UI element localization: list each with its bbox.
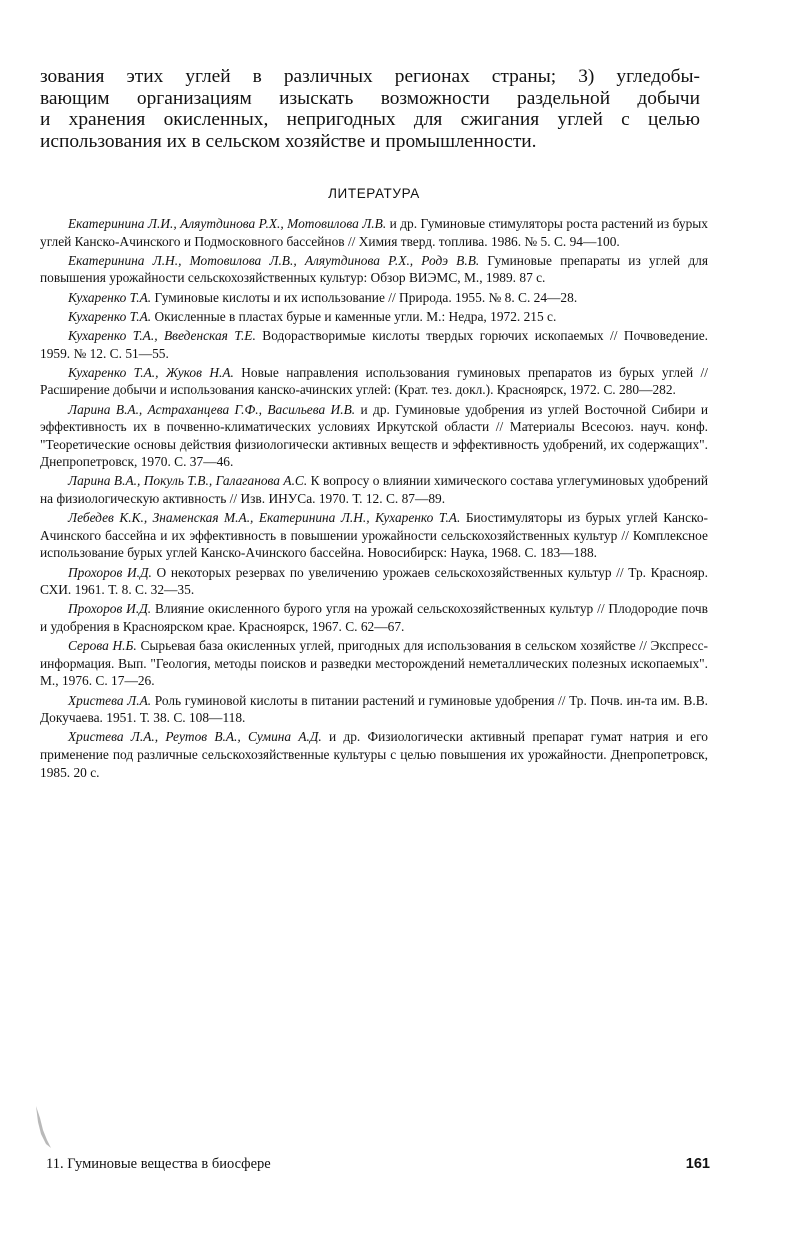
reference-entry — [40, 472, 708, 507]
reference-authors: Христева Л.А. — [68, 692, 152, 708]
reference-entry — [40, 289, 708, 307]
reference-text: О некоторых резервах по увеличению урожаев сельскохозяйственных культур // Тр. Краснояр. СХИ. 1961. Т. 8. С. 32—35. — [40, 564, 708, 598]
reference-text: Сырьевая база окисленных углей, пригодных для использования в сельском хозяйстве // Экспресс-информация. Вып. "Геология, методы поисков и разведки месторождений неметаллических полезных ископаемых". М., 1976. С. 17—26. — [40, 638, 708, 689]
intro-line: вающим организациям изыскать возможности раздельной добычи — [40, 87, 700, 109]
reference-authors: Кухаренко Т.А. — [68, 289, 152, 305]
reference-entry — [40, 327, 708, 362]
reference-authors: Ларина В.А., Покуль Т.В., Галаганова А.С. — [68, 473, 308, 489]
reference-authors: Екатеринина Л.Н., Мотовилова Л.В., Аляутдинова Р.Х., Родэ В.В. — [68, 252, 480, 268]
reference-entry — [40, 252, 708, 287]
reference-text: Гуминовые препараты из углей для повышения урожайности сельскохозяйственных культур: Обзор ВИЭМС, М., 1989. 87 с. — [40, 252, 708, 286]
reference-entry — [40, 728, 708, 781]
reference-authors: Прохоров И.Д. — [68, 601, 152, 617]
intro-paragraph — [40, 66, 700, 152]
reference-entry — [40, 509, 708, 562]
reference-text: Биостимуляторы из бурых углей Канско-Ачинского бассейна и их эффективность в повышении урожайности сельскохозяйственных культур // Комплексное использование бурых углей Канско-Ачинского бассейна. Новосибирск: Наука, 1968. С. 183—188. — [40, 510, 708, 561]
intro-line: зования этих углей в различных регионах страны; 3) угледобы- — [40, 66, 700, 87]
reference-entry — [40, 364, 708, 399]
references-list — [40, 215, 708, 783]
reference-text: Окисленные в пластах бурые и каменные угли. М.: Недра, 1972. 215 с. — [151, 308, 557, 324]
intro-line: использования их в сельском хозяйстве и промышленности. — [40, 130, 537, 152]
reference-authors: Серова Н.Б. — [68, 638, 137, 654]
reference-authors: Прохоров И.Д. — [68, 564, 152, 580]
reference-text: и др. Гуминовые стимуляторы роста растений из бурых углей Канско-Ачинского и Подмосковного бассейнов // Химия тверд. топлива. 1986. № 5. С. 94—100. — [40, 216, 708, 249]
reference-authors: Кухаренко Т.А., Введенская Т.Е. — [68, 327, 256, 343]
reference-authors: Кухаренко Т.А. — [68, 308, 152, 324]
reference-entry — [40, 308, 708, 326]
reference-text: Новые направления использования гуминовых препаратов из бурых углей // Расширение добычи и использования канско-ачинских углей: (Крат. тез. докл.). Красноярск, 1972. С. 280—282. — [40, 364, 708, 398]
reference-text: и др. Физиологически активный препарат гумат натрия и его применение под различные сельскохозяйственные культуры с целью повышения их урожайности. Днепропетровск, 1985. 20 с. — [40, 729, 708, 780]
reference-authors: Екатеринина Л.И., Аляутдинова Р.Х., Мотовилова Л.В. — [68, 216, 387, 231]
reference-text: Водорастворимые кислоты твердых горючих ископаемых // Почвоведение. 1959. № 12. С. 51—55. — [40, 327, 709, 361]
reference-entry — [40, 401, 708, 471]
reference-text: Влияние окисленного бурого угля на урожай сельскохозяйственных культур // Плодородие почв и удобрения в Красноярском крае. Красноярск, 1967. С. 62—67. — [40, 601, 708, 634]
intro-line: и хранения окисленных, непригодных для сжигания углей с целью — [40, 109, 700, 130]
reference-text: К вопросу о влиянии химического состава углегуминовых удобрений на физиологическую активность // Изв. ИНУСа. 1970. Т. 12. С. 87—89. — [40, 473, 708, 507]
reference-authors: Кухаренко Т.А., Жуков Н.А. — [68, 364, 234, 380]
reference-authors: Христева Л.А., Реутов В.А., Сумина А.Д. — [68, 729, 322, 745]
reference-authors: Лебедев К.К., Знаменская М.А., Екатеринина Л.Н., Кухаренко Т.А. — [68, 510, 461, 526]
signature-line: 11. Гуминовые вещества в биосфере — [46, 1156, 271, 1172]
reference-entry — [40, 637, 708, 690]
margin-pencil-mark — [32, 1104, 54, 1150]
reference-entry — [40, 600, 708, 635]
reference-entry — [40, 564, 708, 599]
reference-text: Роль гуминовой кислоты в питании растений и гуминовые удобрения // Тр. Почв. ин-та им. В.В. Докучаева. 1951. Т. 38. С. 108—118. — [40, 692, 708, 726]
reference-authors: Ларина В.А., Астраханцева Г.Ф., Васильева И.В. — [68, 401, 356, 417]
reference-entry — [40, 215, 708, 250]
page-number: 161 — [685, 1156, 710, 1172]
reference-text: и др. Гуминовые удобрения из углей Восточной Сибири и эффективность их в почвенно-климатических условиях Иркутской области // Материалы Всесоюз. науч. конф. "Теоретические основы действия физиологически активных веществ и эффективность удобрений, их содержащих". Днепропетровск, 1970. С. 37—46. — [40, 401, 708, 470]
reference-entry — [40, 692, 708, 727]
page-footer — [46, 1156, 710, 1174]
reference-text: Гуминовые кислоты и их использование // Природа. 1955. № 8. С. 24—28. — [151, 289, 578, 305]
references-heading: ЛИТЕРАТУРА — [328, 186, 420, 201]
